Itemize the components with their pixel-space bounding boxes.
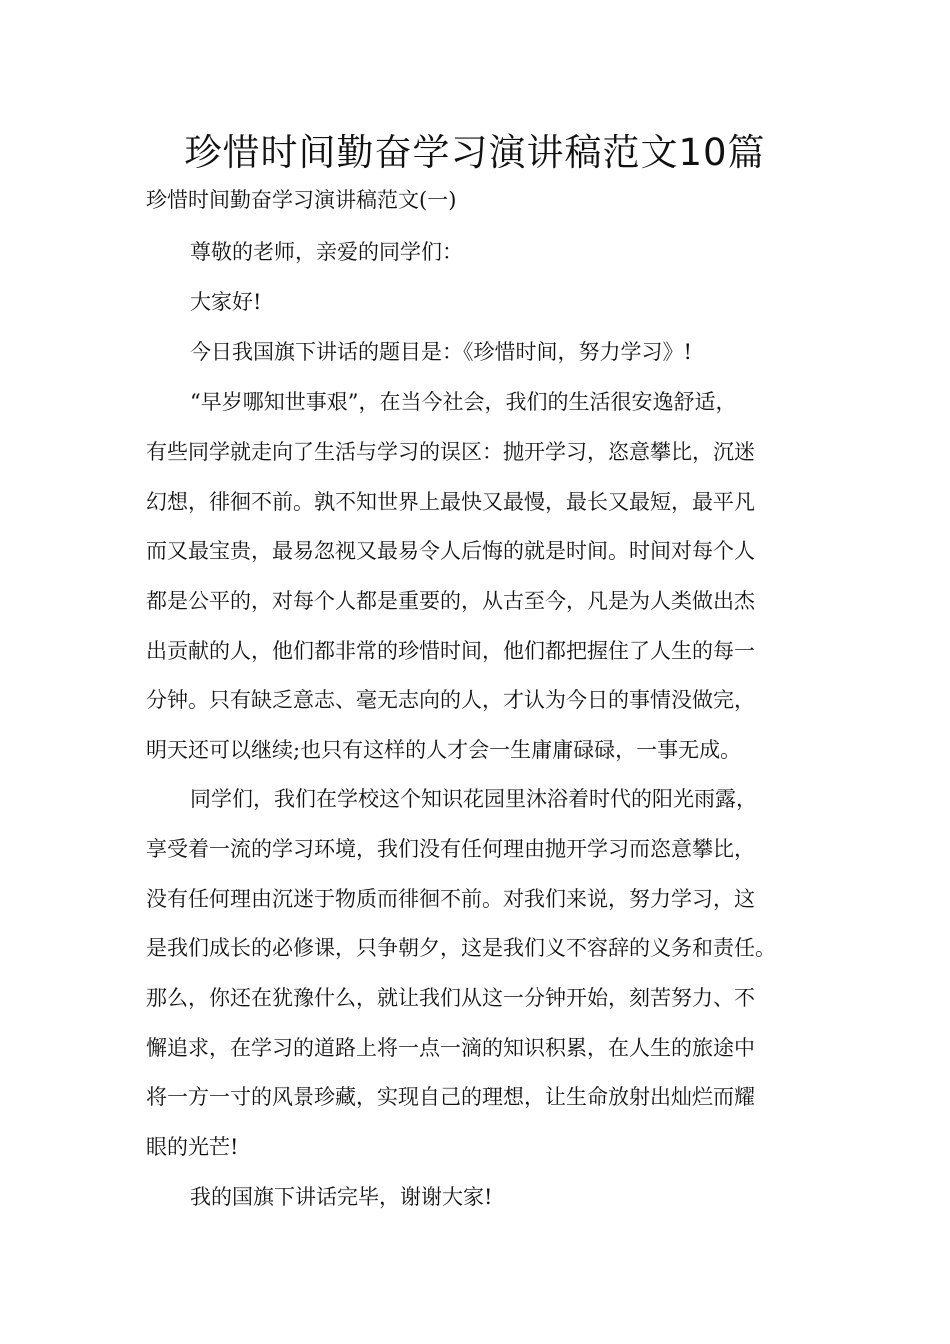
topic-line: 今日我国旗下讲话的题目是：《珍惜时间，努力学习》! (190, 340, 692, 364)
paragraph-2-line: 眼的光芒! (146, 1135, 239, 1159)
paragraph-2-line: 将一方一寸的风景珍藏，实现自己的理想，让生命放射出灿烂而耀 (146, 1085, 755, 1109)
paragraph-1-line: 出贡献的人，他们都非常的珍惜时间，他们都把握住了人生的每一 (146, 639, 755, 663)
paragraph-1-line: 都是公平的，对每个人都是重要的，从古至今，凡是为人类做出杰 (146, 589, 755, 613)
paragraph-2-line: 没有任何理由沉迷于物质而徘徊不前。对我们来说，努力学习，这 (146, 887, 755, 911)
paragraph-1-line: 有些同学就走向了生活与学习的误区：抛开学习，恣意攀比，沉迷 (146, 440, 755, 464)
section-heading: 珍惜时间勤奋学习演讲稿范文(一) (146, 188, 457, 212)
paragraph-2-line: 那么，你还在犹豫什么，就让我们从这一分钟开始，刻苦努力、不 (146, 986, 755, 1010)
paragraph-2-line: 同学们，我们在学校这个知识花园里沐浴着时代的阳光雨露， (190, 787, 757, 811)
document-title: 珍惜时间勤奋学习演讲稿范文10篇 (184, 131, 766, 174)
paragraph-1-line: “早岁哪知世事艰”，在当今社会，我们的生活很安逸舒适， (190, 390, 737, 414)
salutation: 尊敬的老师，亲爱的同学们： (190, 240, 463, 264)
paragraph-2-line: 享受着一流的学习环境，我们没有任何理由抛开学习而恣意攀比， (146, 837, 755, 861)
paragraph-2-line: 是我们成长的必修课，只争朝夕，这是我们义不容辞的义务和责任。 (146, 936, 776, 960)
paragraph-2-line: 懈追求，在学习的道路上将一点一滴的知识积累，在人生的旅途中 (146, 1036, 755, 1060)
paragraph-1-line: 而又最宝贵，最易忽视又最易令人后悔的就是时间。时间对每个人 (146, 539, 755, 563)
paragraph-1-line: 分钟。只有缺乏意志、毫无志向的人，才认为今日的事情没做完， (146, 688, 755, 712)
closing-line: 我的国旗下讲话完毕，谢谢大家! (190, 1185, 493, 1209)
greeting: 大家好! (190, 290, 262, 314)
paragraph-1-line: 明天还可以继续;也只有这样的人才会一生庸庸碌碌，一事无成。 (146, 738, 742, 762)
paragraph-1-line: 幻想，徘徊不前。孰不知世界上最快又最慢，最长又最短，最平凡 (146, 490, 755, 514)
